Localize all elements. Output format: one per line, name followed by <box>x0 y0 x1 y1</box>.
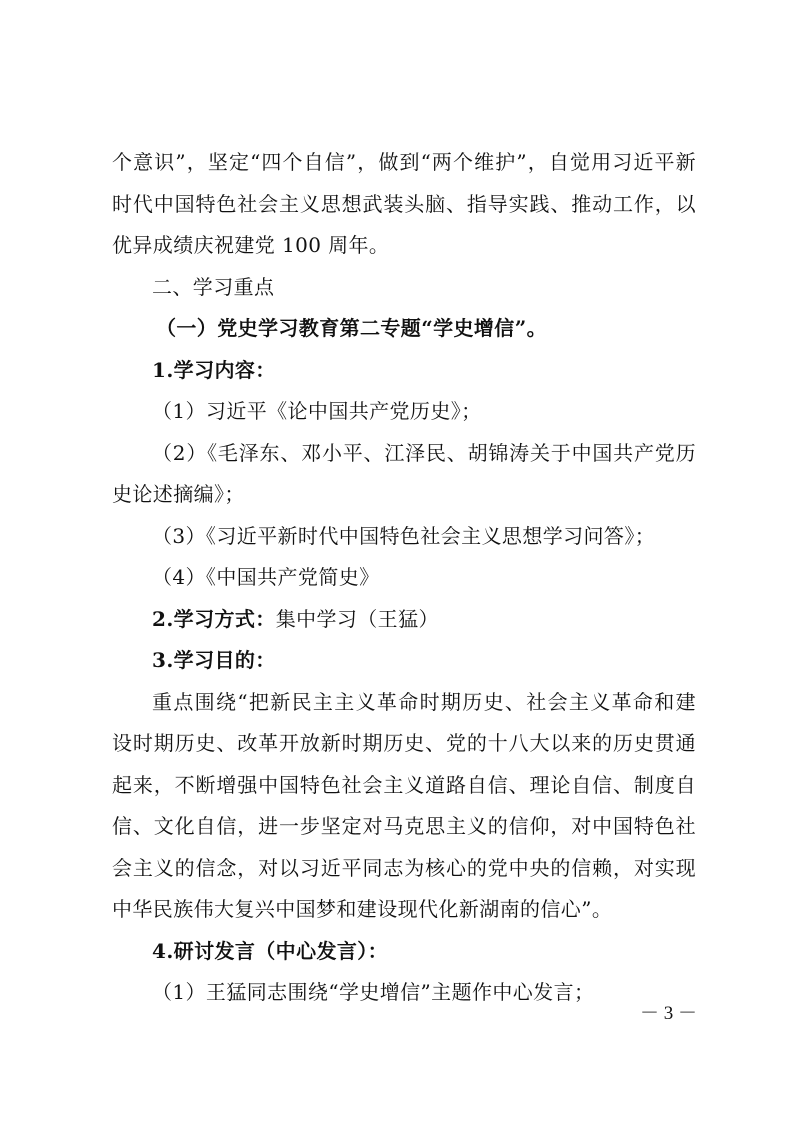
section-heading: 二、学习重点 <box>152 274 275 299</box>
method-label: 2.学习方式： <box>152 606 276 631</box>
content-item: （2）《毛泽东、邓小平、江泽民、胡锦涛关于中国共产党历 <box>152 440 696 465</box>
content-item-continuation: 史论述摘编》； <box>112 482 245 506</box>
discussion-heading: 4.研讨发言（中心发言）： <box>152 938 389 963</box>
content-item: （4）《中国共产党简史》 <box>152 565 380 589</box>
content-heading: 1.学习内容： <box>152 357 276 382</box>
purpose-line: 起来，不断增强中国特色社会主义道路自信、理论自信、制度自 <box>112 772 696 797</box>
continuation-line: 个意识”，坚定“四个自信”，做到“两个维护”，自觉用习近平新 <box>112 150 696 174</box>
continuation-line: 优异成绩庆祝建党 100 周年。 <box>112 233 390 257</box>
document-body <box>112 142 696 1014</box>
method-line <box>112 599 696 641</box>
content-item: （1）习近平《论中国共产党历史》； <box>152 399 482 423</box>
subsection-heading: （一）党史学习教育第二专题“学史增信”。 <box>156 316 548 340</box>
purpose-line: 信、文化自信，进一步坚定对马克思主义的信仰，对中国特色社 <box>112 814 696 838</box>
content-item: （3）《习近平新时代中国特色社会主义思想学习问答》； <box>152 523 656 548</box>
page-number: － 3 － <box>640 1003 698 1024</box>
discussion-item: （1）王猛同志围绕“学史增信”主题作中心发言； <box>152 980 595 1004</box>
purpose-line: 设时期历史、改革开放新时期历史、党的十八大以来的历史贯通 <box>112 731 696 755</box>
continuation-line: 时代中国特色社会主义思想武装头脑、指导实践、推动工作，以 <box>112 191 696 216</box>
purpose-line: 中华民族伟大复兴中国梦和建设现代化新湖南的信心”。 <box>112 897 613 921</box>
method-value: 集中学习（王猛） <box>275 606 439 631</box>
purpose-heading: 3.学习目的： <box>152 648 276 672</box>
purpose-line: 会主义的信念，对以习近平同志为核心的党中央的信赖，对实现 <box>112 855 696 880</box>
purpose-line: 重点围绕“把新民主主义革命时期历史、社会主义革命和建 <box>152 689 696 714</box>
